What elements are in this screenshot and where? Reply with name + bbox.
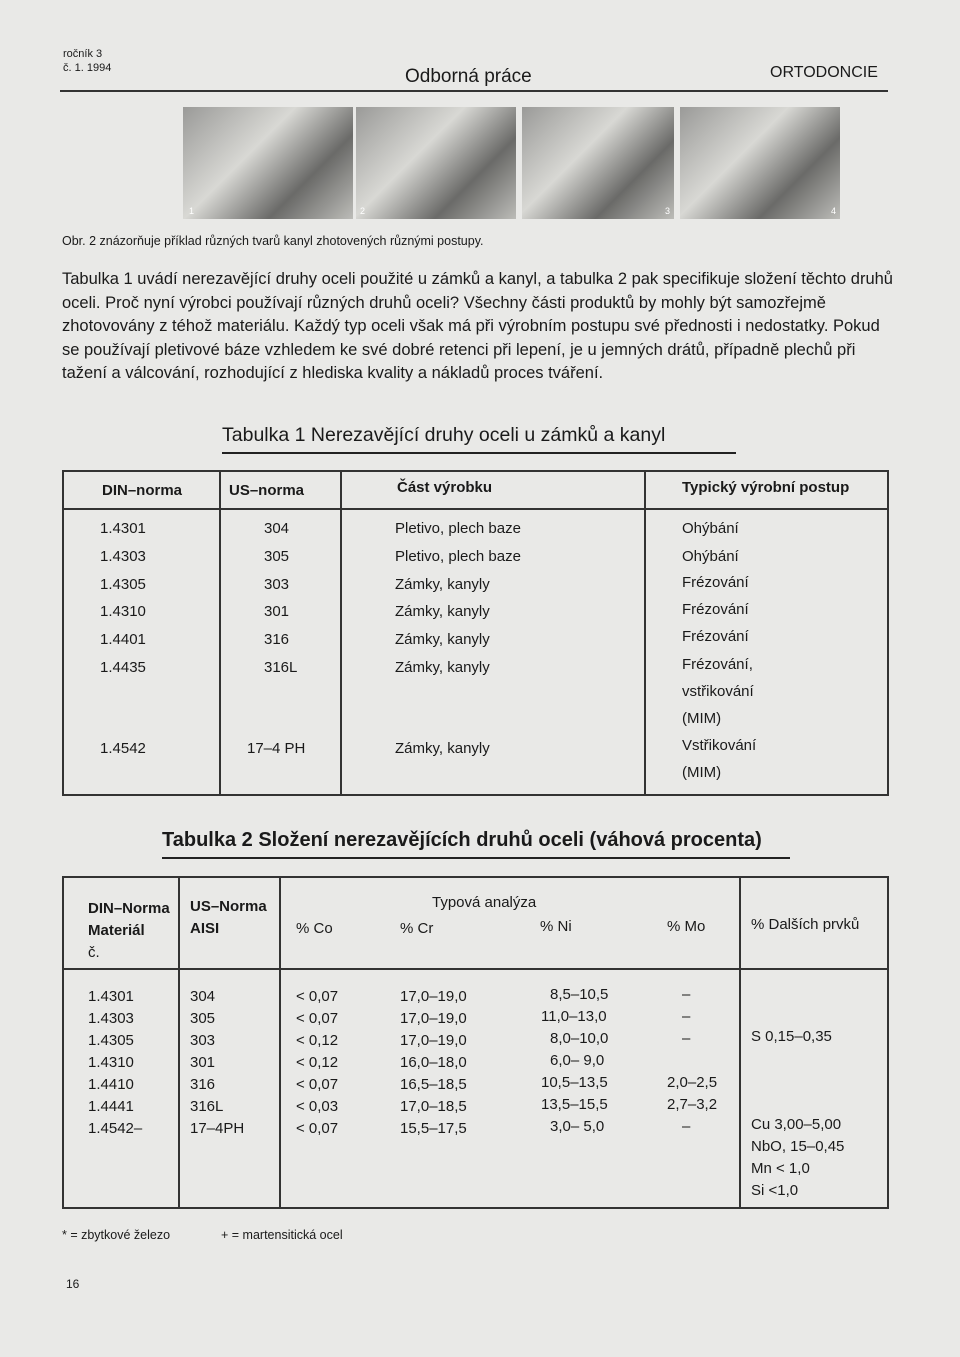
table1-cell-us: 305 <box>264 548 290 565</box>
issue-volume: ročník 3 <box>63 48 103 60</box>
table1-header-rule <box>64 508 887 510</box>
header-title: Odborná práce <box>405 66 532 87</box>
table2-cell-co: < 0,12 <box>296 1054 339 1071</box>
table2-title: Tabulka 2 Složení nerezavějících druhů oceli (váhová procenta) <box>162 829 762 851</box>
table2-cell-us: 17–4PH <box>190 1120 245 1137</box>
table2-cell-ni: 8,5–10,5 <box>550 986 609 1003</box>
table2-cell-din: 1.4410 <box>88 1076 134 1093</box>
table2-header-ni: % Ni <box>540 918 572 935</box>
figure-photo-1 <box>183 107 353 219</box>
table2-cell-us: 316 <box>190 1076 216 1093</box>
table1-cell-process-line3: (MIM) <box>682 710 722 727</box>
table2-cell-co: < 0,07 <box>296 1120 339 1137</box>
table2-cell-us: 304 <box>190 988 216 1005</box>
table1-header-us: US–norma <box>229 482 305 499</box>
table2-header-mo: % Mo <box>667 918 706 935</box>
table2-col-divider <box>279 878 281 1207</box>
table1-cell-process: Ohýbání <box>682 520 739 537</box>
footnote <box>62 1228 343 1242</box>
table1-cell-part: Pletivo, plech baze <box>395 548 521 565</box>
table2-header-cr: % Cr <box>400 920 434 937</box>
table2 <box>62 876 889 1209</box>
table2-cell-cr: 17,0–19,0 <box>400 1032 467 1049</box>
header-rule <box>60 90 888 92</box>
table2-cell-other-line2: NbO, 15–0,45 <box>751 1138 845 1155</box>
table1-cell-part: Zámky, kanyly <box>395 576 490 593</box>
table2-header-us-line1: US–Norma <box>190 898 267 915</box>
table1-title: Tabulka 1 Nerezavějící druhy oceli u zámků a kanyl <box>222 424 666 446</box>
figure-photo-2 <box>356 107 516 219</box>
table2-cell-cr: 15,5–17,5 <box>400 1120 467 1137</box>
table1-cell-din: 1.4310 <box>100 603 146 620</box>
table2-cell-din: 1.4441 <box>88 1098 134 1115</box>
table2-cell-mo: 2,7–3,2 <box>667 1096 718 1113</box>
table2-cell-co: < 0,07 <box>296 1076 339 1093</box>
table2-cell-us: 305 <box>190 1010 216 1027</box>
table1-cell-us: 303 <box>264 576 290 593</box>
issue-number: č. 1. 1994 <box>63 62 112 74</box>
table1-cell-us: 316 <box>264 631 290 648</box>
figure-panel-number: 4 <box>830 206 836 216</box>
table2-cell-other-line3: Mn < 1,0 <box>751 1160 810 1177</box>
table1-cell-us: 301 <box>264 603 290 620</box>
table2-cell-us: 316L <box>190 1098 224 1115</box>
table1-cell-din: 1.4303 <box>100 548 146 565</box>
table2-cell-cr: 16,5–18,5 <box>400 1076 467 1093</box>
table2-cell-cr: 17,0–19,0 <box>400 988 467 1005</box>
table1-cell-process: Ohýbání <box>682 548 739 565</box>
table1-cell-part: Zámky, kanyly <box>395 740 490 757</box>
body-paragraph <box>62 268 897 386</box>
page-number: 16 <box>66 1277 80 1291</box>
table2-cell-ni: 3,0– 5,0 <box>550 1118 605 1135</box>
table1-col-divider <box>219 472 221 794</box>
table2-header-other: % Dalších prvků <box>751 916 860 933</box>
table1-col-divider <box>644 472 646 794</box>
table2-cell-din: 1.4310 <box>88 1054 134 1071</box>
table1-cell-process: Frézování <box>682 574 749 591</box>
table2-cell-din: 1.4305 <box>88 1032 134 1049</box>
table1-header-din: DIN–norma <box>102 482 183 499</box>
table1 <box>62 470 889 796</box>
table2-header-din-line2: Materiál <box>88 922 145 939</box>
table1-cell-process: Frézování, <box>682 656 753 673</box>
table1-cell-din: 1.4305 <box>100 576 146 593</box>
table2-header-co: % Co <box>296 920 333 937</box>
table1-cell-process: Vstřikování <box>682 737 757 754</box>
table2-cell-din: 1.4303 <box>88 1010 134 1027</box>
table2-cell-co: < 0,07 <box>296 988 339 1005</box>
table2-cell-co: < 0,03 <box>296 1098 339 1115</box>
table2-cell-cr: 17,0–18,5 <box>400 1098 467 1115</box>
table2-col-divider <box>178 878 180 1207</box>
table2-header-us-line2: AISI <box>190 920 220 937</box>
table2-cell-ni: 13,5–15,5 <box>541 1096 608 1113</box>
table1-cell-din: 1.4301 <box>100 520 146 537</box>
table2-cell-ni: 10,5–13,5 <box>541 1074 608 1091</box>
table1-cell-process-line2: vstřikování <box>682 683 754 700</box>
table1-cell-process: Frézování <box>682 628 749 645</box>
header-section: ORTODONCIE <box>770 64 878 81</box>
table1-cell-process: Frézování <box>682 601 749 618</box>
figure-panel-number: 3 <box>664 206 670 216</box>
table1-header-process: Typický výrobní postup <box>682 479 850 496</box>
table2-cell-ni: 11,0–13,0 <box>541 1008 607 1025</box>
figure-panel-number: 2 <box>360 206 366 216</box>
table2-header-din-line1: DIN–Norma <box>88 900 170 917</box>
table2-header-din-line3: č. <box>88 944 100 961</box>
issue-info <box>63 47 111 75</box>
table2-header-group: Typová analýza <box>432 894 537 911</box>
table2-cell-co: < 0,07 <box>296 1010 339 1027</box>
table2-cell-ni: 8,0–10,0 <box>550 1030 609 1047</box>
table1-title-underline <box>222 452 736 454</box>
table2-cell-mo: – <box>682 986 691 1003</box>
table2-cell-mo: – <box>682 1030 691 1047</box>
table1-cell-part: Zámky, kanyly <box>395 631 490 648</box>
figure-caption: Obr. 2 znázorňuje příklad různých tvarů kanyl zhotovených různými postupy. <box>62 234 484 248</box>
table2-col-divider <box>739 878 741 1207</box>
table1-cell-part: Pletivo, plech baze <box>395 520 521 537</box>
table2-cell-other: Cu 3,00–5,00 <box>751 1116 842 1133</box>
table1-cell-part: Zámky, kanyly <box>395 659 490 676</box>
table1-cell-us: 17–4 PH <box>247 740 306 757</box>
table1-cell-din: 1.4435 <box>100 659 146 676</box>
figure-photo-3 <box>522 107 674 219</box>
table2-cell-mo: 2,0–2,5 <box>667 1074 718 1091</box>
table1-header-part: Část výrobku <box>397 479 493 496</box>
table1-cell-din: 1.4542 <box>100 740 146 757</box>
table1-cell-process-line2: (MIM) <box>682 764 722 781</box>
table1-cell-us: 304 <box>264 520 290 537</box>
table2-cell-other: S 0,15–0,35 <box>751 1028 832 1045</box>
table2-cell-ni: 6,0– 9,0 <box>550 1052 605 1069</box>
table2-header-rule <box>64 968 887 970</box>
table2-cell-us: 301 <box>190 1054 216 1071</box>
table2-cell-mo: – <box>682 1008 691 1025</box>
table2-cell-other-line4: Si <1,0 <box>751 1182 799 1199</box>
figure-panel-number: 1 <box>189 206 195 216</box>
table2-cell-din: 1.4542– <box>88 1120 143 1137</box>
table1-col-divider <box>340 472 342 794</box>
table2-cell-mo: – <box>682 1118 691 1135</box>
footnote-residual-iron: * = zbytkové železo <box>62 1228 171 1242</box>
table2-cell-us: 303 <box>190 1032 216 1049</box>
body-text: Tabulka 1 uvádí nerezavějící druhy oceli použité u zámků a kanyl, a tabulka 2 pak specifikuje složení těchto druhů oceli. Proč nyní výrobci používají různých druhů oceli? Všechny části produktů by mohly být samozřejmě zhotovovány z téhož materiálu. Každý typ oceli však má při výrobním postupu své přednosti i nedostatky. Pokud se používají pletivové báze vzhledem ke své dobré retenci při lepení, je u jemných drátů, případně plechů při tažení a válcování, rozhodující z hlediska kvality a nákladů proces tváření. <box>62 270 893 382</box>
table1-cell-part: Zámky, kanyly <box>395 603 490 620</box>
table2-cell-cr: 17,0–19,0 <box>400 1010 467 1027</box>
table2-cell-din: 1.4301 <box>88 988 134 1005</box>
footnote-martensitic: + = martensitická ocel <box>221 1228 343 1242</box>
table2-cell-co: < 0,12 <box>296 1032 339 1049</box>
figure-photo-4 <box>680 107 840 219</box>
table2-title-underline <box>162 857 790 859</box>
table1-cell-din: 1.4401 <box>100 631 146 648</box>
table2-cell-cr: 16,0–18,0 <box>400 1054 467 1071</box>
table1-cell-us: 316L <box>264 659 298 676</box>
